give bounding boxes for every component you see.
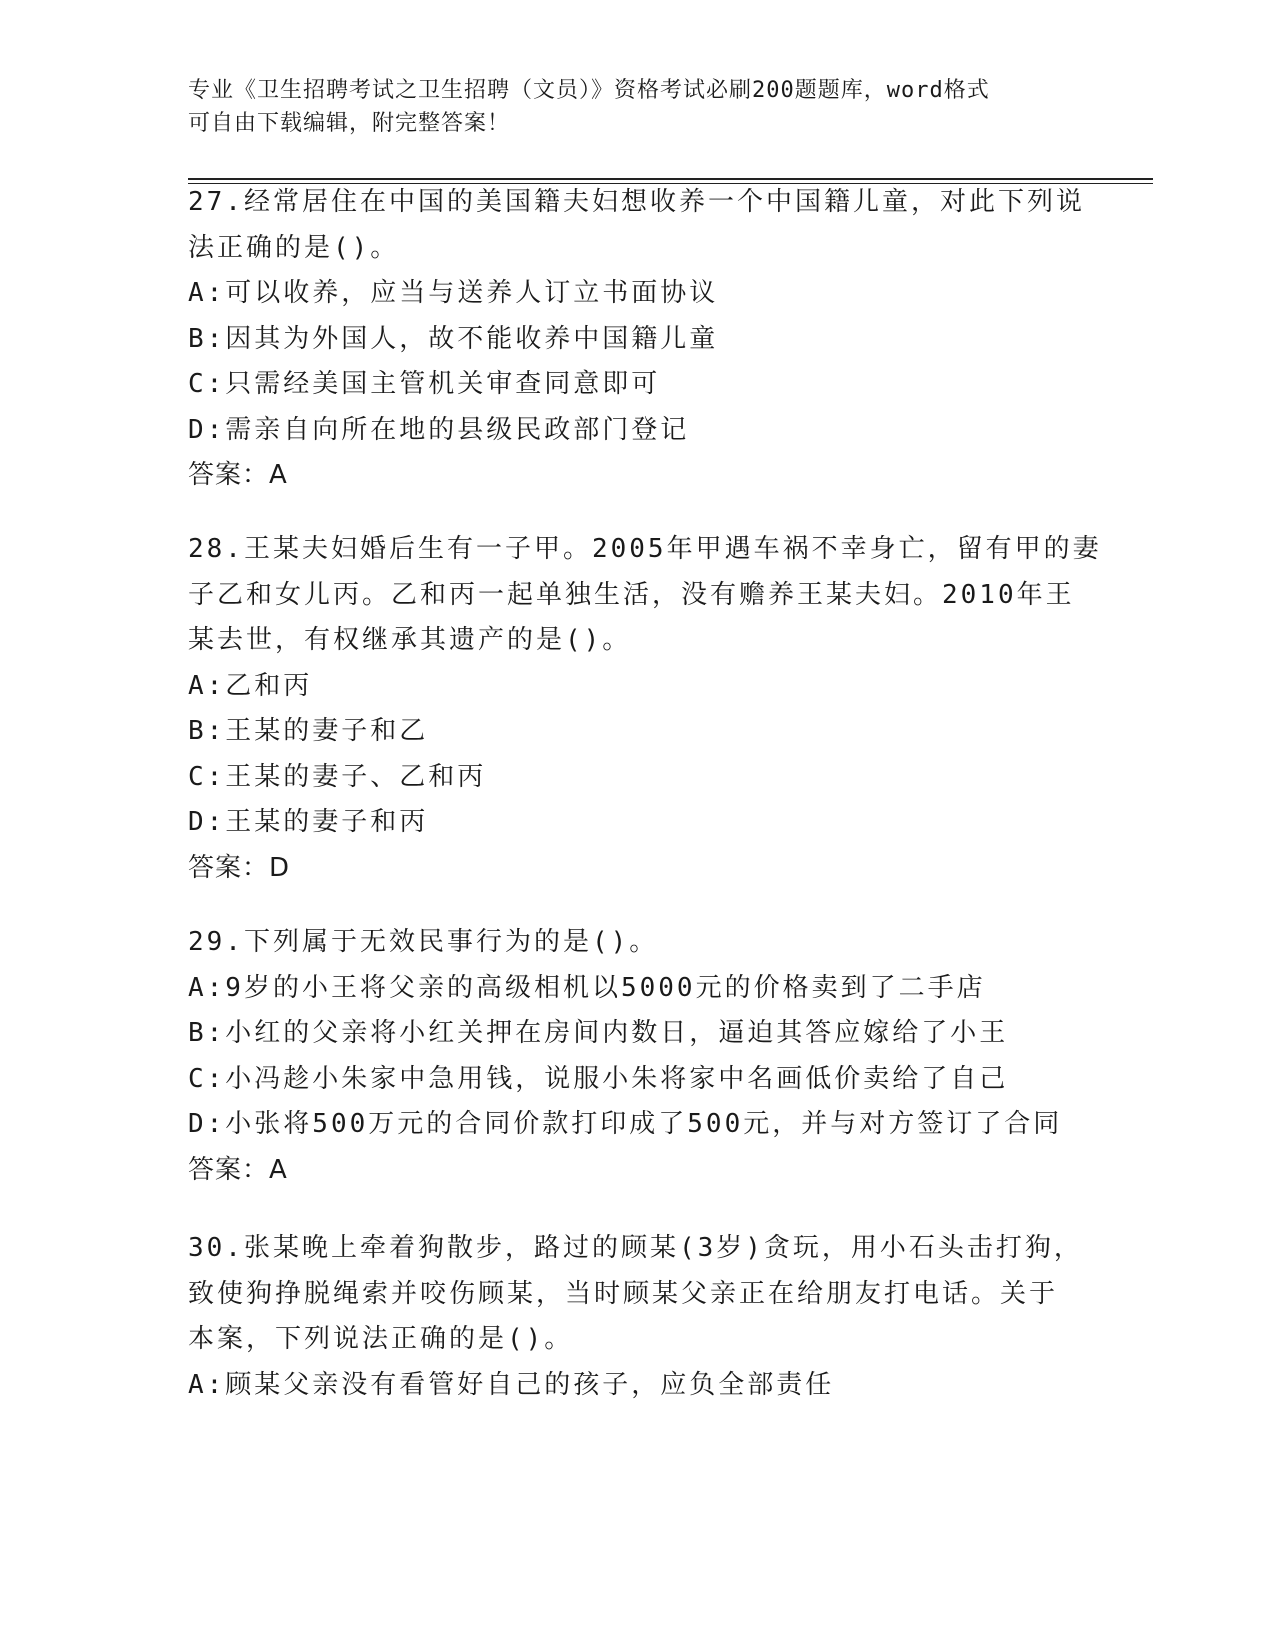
question-stem: 30.张某晚上牵着狗散步，路过的顾某(3岁)贪玩，用小石头击打狗， (188, 1233, 1083, 1263)
option-d: D:小张将500万元的合同价款打印成了500元，并与对方签订了合同 (188, 1109, 1063, 1139)
option-b: B:小红的父亲将小红关押在房间内数日，逼迫其答应嫁给了小王 (188, 1018, 1009, 1048)
question-stem: 27.经常居住在中国的美国籍夫妇想收养一个中国籍儿童，对此下列说 (188, 187, 1085, 217)
answer-line: 答案：A (188, 1154, 288, 1185)
question-stem: 本案，下列说法正确的是()。 (188, 1324, 574, 1354)
option-a: A:乙和丙 (188, 670, 313, 701)
option-c: C:王某的妻子、乙和丙 (188, 761, 487, 792)
document-header (188, 74, 1088, 140)
answer-line: 答案：A (188, 460, 288, 490)
option-a: A:顾某父亲没有看管好自己的孩子，应负全部责任 (188, 1369, 835, 1400)
header-line-2: 可自由下载编辑，附完整答案！ (188, 111, 511, 136)
header-line-1: 专业《卫生招聘考试之卫生招聘（文员）》资格考试必刷200题题库，word格式 (188, 78, 990, 103)
question-stem: 致使狗挣脱绳索并咬伤顾某，当时顾某父亲正在给朋友打电话。关于 (188, 1278, 1059, 1309)
option-c: C:只需经美国主管机关审查同意即可 (188, 369, 661, 399)
question-27 (188, 180, 1088, 499)
question-stem: 子乙和女儿丙。乙和丙一起单独生活，没有赡养王某夫妇。2010年王 (188, 579, 1075, 610)
question-29 (188, 920, 1088, 1193)
option-a: A:可以收养，应当与送养人订立书面协议 (188, 278, 719, 308)
question-stem: 29.下列属于无效民事行为的是()。 (188, 927, 659, 957)
question-stem: 法正确的是()。 (188, 232, 400, 263)
answer-line: 答案：D (188, 852, 291, 883)
option-d: D:需亲自向所在地的县级民政部门登记 (188, 414, 690, 445)
option-b: B:因其为外国人，故不能收养中国籍儿童 (188, 323, 719, 354)
question-stem: 28.王某夫妇婚后生有一子甲。2005年甲遇车祸不幸身亡，留有甲的妻 (188, 534, 1102, 564)
question-stem: 某去世，有权继承其遗产的是()。 (188, 625, 632, 655)
option-b: B:王某的妻子和乙 (188, 716, 429, 746)
question-30 (188, 1226, 1088, 1408)
option-c: C:小冯趁小朱家中急用钱，说服小朱将家中名画低价卖给了自己 (188, 1063, 1009, 1094)
question-28 (188, 527, 1102, 891)
option-d: D:王某的妻子和丙 (188, 807, 429, 837)
option-a: A:9岁的小王将父亲的高级相机以5000元的价格卖到了二手店 (188, 972, 986, 1003)
